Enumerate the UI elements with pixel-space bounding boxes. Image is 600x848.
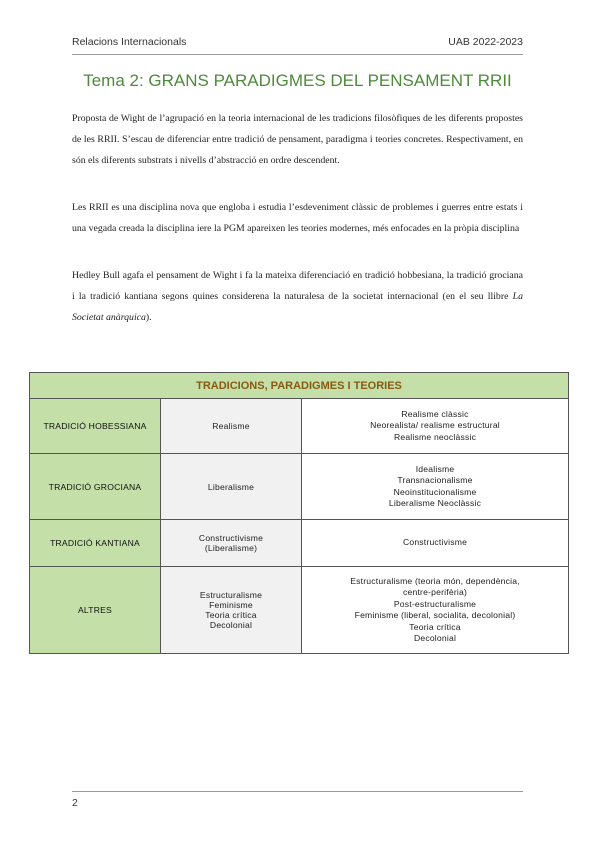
page-header xyxy=(72,36,523,48)
paragraph-1: Proposta de Wight de l’agrupació en la teoria internacional de les tradicions filosòfiques de les diferents propostes de les RRII. S’escau de diferenciar entre tradició de pensament, paradigma i teories concretes. Respectivament, en són els diferents substrats i nivells d’abstracció en ordre descendent. xyxy=(72,113,523,166)
paragraph-3 xyxy=(72,265,523,328)
theory-line: Feminisme (liberal, socialita, decolonial) xyxy=(354,610,516,620)
paradigm-line: Decolonial xyxy=(209,620,253,630)
theory-line: Estructuralisme (teoria món, dependència, xyxy=(350,575,520,586)
theory-line: Decolonial xyxy=(413,633,457,643)
paradigm-cell xyxy=(161,454,302,520)
tradition-cell: TRADICIÓ KANTIANA xyxy=(30,520,161,567)
paradigm-line: Realisme xyxy=(212,421,250,431)
course-name: Relacions Internacionals xyxy=(72,36,187,48)
table-row xyxy=(30,567,569,654)
theory-line: Idealisme xyxy=(415,463,455,474)
table-row xyxy=(30,454,569,520)
theories-cell xyxy=(302,520,569,567)
table-heading: TRADICIONS, PARADIGMES I TEORIES xyxy=(30,373,569,399)
table-row xyxy=(30,399,569,454)
table-body xyxy=(30,399,569,654)
paradigm-line: (Liberalisme) xyxy=(204,543,258,553)
theory-line: Realisme neoclàssic xyxy=(393,431,477,442)
tradition-cell: ALTRES xyxy=(30,567,161,654)
table-heading-row xyxy=(30,373,569,399)
tradition-cell: TRADICIÓ HOBESSIANA xyxy=(30,399,161,454)
paragraph-3-text: Hedley Bull agafa el pensament de Wight i fa la mateixa diferenciació en tradició hobbesiana, la tradició grociana i la tradició kantiana segons quines considerena la naturalesa de la societat internacional (en el seu llibre xyxy=(72,270,523,302)
theory-line: Post-estructuralisme xyxy=(393,598,477,609)
paradigm-cell xyxy=(161,567,302,654)
table-row xyxy=(30,520,569,567)
theory-line: centre-perifèria) xyxy=(402,587,468,597)
paradigm-cell xyxy=(161,399,302,454)
paradigm-line: Feminisme xyxy=(209,600,253,610)
theory-line: Neoinstitucionalisme xyxy=(393,486,477,497)
paradigm-cell xyxy=(161,520,302,567)
academic-year: UAB 2022-2023 xyxy=(448,36,523,48)
theory-line: Teoria crítica xyxy=(409,621,461,632)
theory-line: Realisme clàssic xyxy=(401,408,469,419)
footer-divider xyxy=(72,791,523,792)
book-title: La Societat anàrquica xyxy=(72,291,523,323)
theory-line: Constructivisme xyxy=(402,537,468,548)
theories-cell xyxy=(302,399,569,454)
traditions-table xyxy=(29,372,569,654)
tradition-cell: TRADICIÓ GROCIANA xyxy=(30,454,161,520)
page-title: Tema 2: GRANS PARADIGMES DEL PENSAMENT RRII xyxy=(83,71,512,90)
paragraph-3-end: ). xyxy=(145,312,152,323)
paradigm-line: Constructivisme xyxy=(198,533,264,543)
theory-line: Liberalisme Neoclàssic xyxy=(388,498,482,508)
paragraph-2: Les RRII es una disciplina nova que engloba i estudia l’esdeveniment clàssic de problemes i guerres entre estats i una vegada creada la disciplina iere la PGM apareixen les teories modernes, més enfocades en la pròpia disciplina xyxy=(72,202,523,234)
header-divider xyxy=(72,54,523,55)
theories-cell xyxy=(302,454,569,520)
page-number: 2 xyxy=(72,797,78,809)
paradigm-line: Liberalisme xyxy=(207,481,255,492)
theories-cell xyxy=(302,567,569,654)
paradigm-line: Estructuralisme xyxy=(199,590,263,600)
theory-line: Transnacionalisme xyxy=(397,475,473,485)
paradigm-line: Teoria crítica xyxy=(205,610,257,620)
theory-line: Neorealista/ realisme estructural xyxy=(370,420,500,431)
